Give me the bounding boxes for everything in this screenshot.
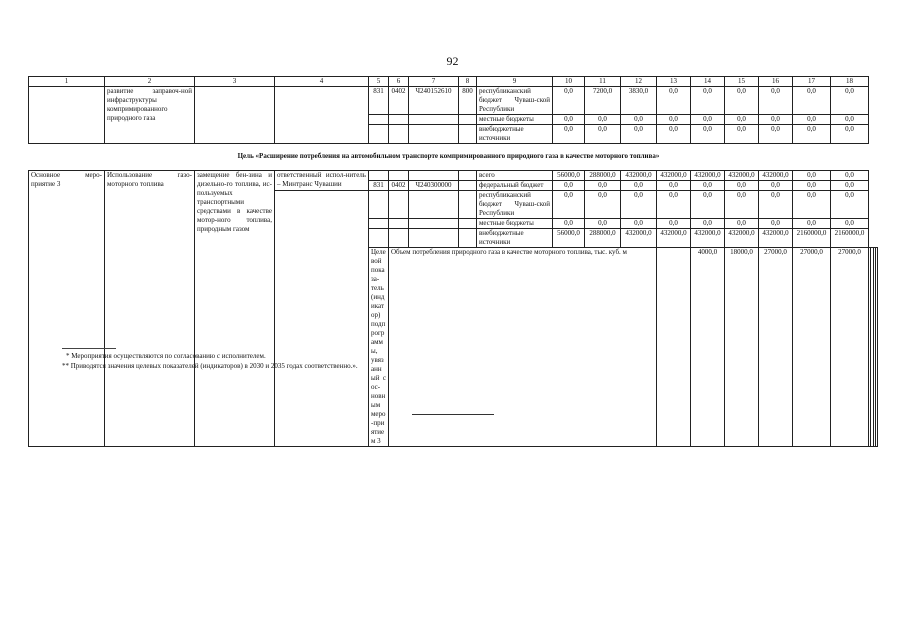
- col-header: 2: [105, 77, 195, 87]
- value-cell: 0,0: [621, 191, 657, 219]
- col-header: 15: [725, 77, 759, 87]
- value-cell: 0,0: [657, 219, 691, 229]
- value-cell: 0,0: [725, 125, 759, 144]
- value-cell: 0,0: [691, 181, 725, 191]
- value-cell: 432000,0: [657, 171, 691, 181]
- goal-row: [29, 144, 878, 171]
- value-cell: 0,0: [759, 191, 793, 219]
- funding-source: республиканский бюджет Чуваш-ской Республики: [477, 87, 553, 115]
- value-cell: 0,0: [585, 219, 621, 229]
- col-header: 3: [195, 77, 275, 87]
- value-cell: 0,0: [759, 181, 793, 191]
- value-cell: 2160000,0: [831, 229, 869, 248]
- value-cell: 0,0: [793, 87, 831, 115]
- value-cell: 0,0: [657, 87, 691, 115]
- value-cell: 0,0: [691, 115, 725, 125]
- value-cell: 0,0: [553, 115, 585, 125]
- footnotes: [62, 351, 358, 371]
- value-cell: 0,0: [621, 125, 657, 144]
- value-cell: 0,0: [759, 87, 793, 115]
- cell-empty: [459, 125, 477, 144]
- target-article-code: Ч240152610: [409, 87, 459, 115]
- end-divider: [412, 414, 494, 415]
- col-header: 14: [691, 77, 725, 87]
- indicator-value: 18000,0: [725, 248, 759, 447]
- table-row: [29, 87, 878, 115]
- value-cell: 432000,0: [691, 171, 725, 181]
- indicator-value: 4000,0: [691, 248, 725, 447]
- cell-empty: [459, 191, 477, 219]
- page-number: 92: [446, 54, 459, 68]
- value-cell: 0,0: [691, 219, 725, 229]
- indicator-value: 27000,0: [831, 248, 869, 447]
- cell-empty: [657, 248, 691, 447]
- footnote: * Мероприятия осуществляются по согласованию с исполнителем.: [66, 352, 266, 360]
- value-cell: 0,0: [585, 125, 621, 144]
- col-header: 8: [459, 77, 477, 87]
- col-header: 13: [657, 77, 691, 87]
- value-cell: 432000,0: [759, 229, 793, 248]
- value-cell: 0,0: [553, 219, 585, 229]
- value-cell: 0,0: [553, 181, 585, 191]
- value-cell: 432000,0: [621, 171, 657, 181]
- cell-empty: [409, 125, 459, 144]
- value-cell: 432000,0: [759, 171, 793, 181]
- indicator-value: 27000,0: [759, 248, 793, 447]
- value-cell: 0,0: [621, 219, 657, 229]
- value-cell: 0,0: [553, 125, 585, 144]
- column-number-row: [29, 77, 878, 87]
- value-cell: 0,0: [585, 181, 621, 191]
- value-cell: 0,0: [793, 115, 831, 125]
- value-cell: 0,0: [831, 125, 869, 144]
- cell-empty: [275, 191, 369, 447]
- cell-empty: [369, 115, 389, 125]
- col-header: 5: [369, 77, 389, 87]
- footnote: ** Приводятся значения целевых показателей (индикаторов) в 2030 и 2035 годах соответственно.».: [62, 362, 358, 370]
- cell-empty: [275, 87, 369, 144]
- value-cell: 0,0: [553, 87, 585, 115]
- value-cell: 0,0: [621, 181, 657, 191]
- cell-empty: [389, 125, 409, 144]
- expense-type-code: [459, 181, 477, 191]
- footnote-divider: [62, 348, 116, 349]
- value-cell: 0,0: [793, 125, 831, 144]
- value-cell: 0,0: [725, 181, 759, 191]
- value-cell: 0,0: [759, 219, 793, 229]
- cell-empty: [389, 115, 409, 125]
- value-cell: 7200,0: [585, 87, 621, 115]
- target-article-code: Ч240300000: [409, 181, 459, 191]
- funding-source: местные бюджеты: [477, 219, 553, 229]
- value-cell: 432000,0: [657, 229, 691, 248]
- expense-type-code: 800: [459, 87, 477, 115]
- value-cell: 0,0: [793, 219, 831, 229]
- indicator-value: 27000,0: [793, 248, 831, 447]
- col-header: 1: [29, 77, 105, 87]
- col-header: 9: [477, 77, 553, 87]
- col-header: 7: [409, 77, 459, 87]
- cell-empty: [409, 219, 459, 229]
- value-cell: 288000,0: [585, 229, 621, 248]
- cell-empty: [409, 191, 459, 219]
- value-cell: 3830,0: [621, 87, 657, 115]
- grbs-code: 831: [369, 87, 389, 115]
- col-header: 4: [275, 77, 369, 87]
- value-cell: 0,0: [831, 87, 869, 115]
- value-cell: 432000,0: [725, 229, 759, 248]
- funding-source: федеральный бюджет: [477, 181, 553, 191]
- cell-empty: [369, 125, 389, 144]
- value-cell: 0,0: [831, 181, 869, 191]
- cell-empty: [459, 219, 477, 229]
- col-header: 12: [621, 77, 657, 87]
- funding-source: внебюджетные источники: [477, 229, 553, 248]
- value-cell: 0,0: [691, 87, 725, 115]
- cell-empty: [29, 87, 105, 144]
- value-cell: 0,0: [657, 115, 691, 125]
- main-activity-label: Основное меро-приятие 3: [29, 171, 105, 447]
- value-cell: 0,0: [725, 219, 759, 229]
- value-cell: 2160000,0: [793, 229, 831, 248]
- activity-name: развитие заправоч-ной инфраструктуры компримированного природного газа: [105, 87, 195, 144]
- table-row: [29, 171, 878, 181]
- col-header: 18: [831, 77, 869, 87]
- value-cell: 0,0: [621, 115, 657, 125]
- cell-empty: [195, 87, 275, 144]
- col-header: 11: [585, 77, 621, 87]
- value-cell: 0,0: [725, 191, 759, 219]
- cell-empty: [459, 229, 477, 248]
- grbs-code: 831: [369, 181, 389, 191]
- value-cell: 0,0: [793, 181, 831, 191]
- cell-empty: [409, 229, 459, 248]
- cell-empty: [389, 229, 409, 248]
- funding-source: республиканский бюджет Чуваш-ской Республики: [477, 191, 553, 219]
- cell-empty: [369, 171, 389, 181]
- activity-name: Использование газо-моторного топлива: [105, 171, 195, 447]
- goal-title: Цель «Расширение потребления на автомобильном транспорте компримированного природного газа в качестве моторного топлива»: [29, 144, 869, 171]
- funding-source: всего: [477, 171, 553, 181]
- cell-empty: [369, 219, 389, 229]
- indicator-description: Объем потребления природного газа в качестве моторного топлива, тыс. куб. м: [389, 248, 657, 447]
- value-cell: 0,0: [793, 191, 831, 219]
- activity-description: замещение бен-зина и дизельно-го топлива, ис-пользуемых транспортными средствами в качестве мотор-ного топлива, природным газом: [195, 171, 275, 447]
- value-cell: 56000,0: [553, 171, 585, 181]
- value-cell: 0,0: [759, 115, 793, 125]
- value-cell: 0,0: [831, 219, 869, 229]
- indicator-label: Целевой показа-тель (индикатор) подпрограммы, увязанный с ос-новным меро-приятием 3: [369, 248, 389, 447]
- section-code: 0402: [389, 181, 409, 191]
- value-cell: 0,0: [657, 181, 691, 191]
- value-cell: 0,0: [691, 191, 725, 219]
- value-cell: 0,0: [831, 191, 869, 219]
- value-cell: 0,0: [793, 171, 831, 181]
- value-cell: 0,0: [657, 191, 691, 219]
- program-table: [28, 76, 878, 447]
- responsible-executor: ответственный испол-нитель – Минтранс Чувашии: [275, 171, 369, 191]
- value-cell: 288000,0: [585, 171, 621, 181]
- cell-empty: [409, 115, 459, 125]
- value-cell: 0,0: [585, 191, 621, 219]
- value-cell: 0,0: [657, 125, 691, 144]
- cell-empty: [389, 191, 409, 219]
- col-header: 17: [793, 77, 831, 87]
- cell-empty: [369, 229, 389, 248]
- cell-empty: [389, 171, 409, 181]
- value-cell: 0,0: [831, 171, 869, 181]
- cell-empty: [409, 171, 459, 181]
- value-cell: 0,0: [831, 115, 869, 125]
- value-cell: 432000,0: [621, 229, 657, 248]
- value-cell: 432000,0: [725, 171, 759, 181]
- indicator-value: [875, 248, 877, 447]
- funding-source: внебюджетные источники: [477, 125, 553, 144]
- cell-empty: [459, 171, 477, 181]
- cell-empty: [389, 219, 409, 229]
- cell-empty: [459, 115, 477, 125]
- value-cell: 0,0: [553, 191, 585, 219]
- col-header: 16: [759, 77, 793, 87]
- value-cell: 432000,0: [691, 229, 725, 248]
- col-header: 10: [553, 77, 585, 87]
- value-cell: 0,0: [725, 115, 759, 125]
- value-cell: 56000,0: [553, 229, 585, 248]
- value-cell: 0,0: [585, 115, 621, 125]
- cell-empty: [369, 191, 389, 219]
- value-cell: 0,0: [759, 125, 793, 144]
- value-cell: 0,0: [691, 125, 725, 144]
- section-code: 0402: [389, 87, 409, 115]
- col-header: 6: [389, 77, 409, 87]
- value-cell: 0,0: [725, 87, 759, 115]
- funding-source: местные бюджеты: [477, 115, 553, 125]
